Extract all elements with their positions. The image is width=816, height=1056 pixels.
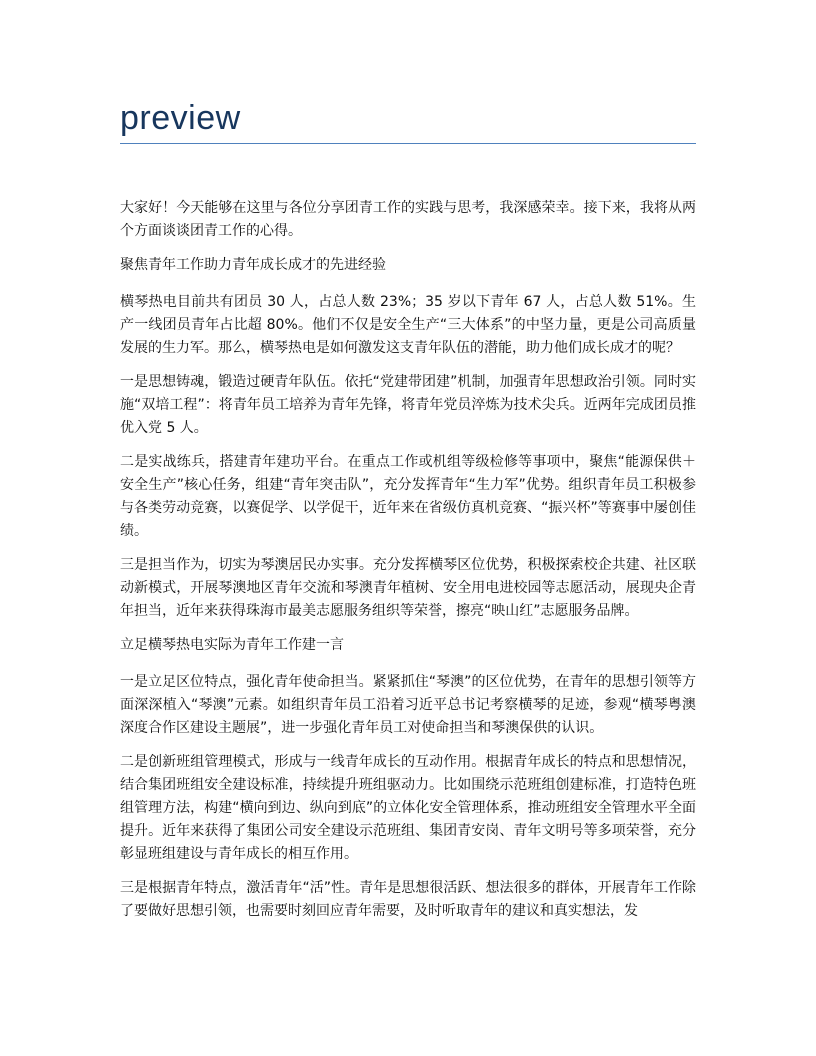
body-paragraph: 一是立足区位特点，强化青年使命担当。紧紧抓住“琴澳”的区位优势，在青年的思想引领等方面深深植入“琴澳”元素。如组织青年员工沿着习近平总书记考察横琴的足迹，参观“横琴粤澳深度合作区建设主题展”，进一步强化青年员工对使命担当和琴澳保供的认识。 <box>120 674 696 736</box>
document-title: preview <box>120 99 241 137</box>
title-divider <box>120 143 696 144</box>
body-paragraph: 二是实战练兵，搭建青年建功平台。在重点工作或机组等级检修等事项中，聚焦“能源保供＋安全生产”核心任务，组建“青年突击队”，充分发挥青年“生力军”优势。组织青年员工积极参与各类劳动竞赛，以赛促学、以学促干，近年来在省级仿真机竞赛、“振兴杯”等赛事中屡创佳绩。 <box>120 454 696 539</box>
body-paragraph: 三是担当作为，切实为琴澳居民办实事。充分发挥横琴区位优势，积极探索校企共建、社区联动新模式，开展琴澳地区青年交流和琴澳青年植树、安全用电进校园等志愿活动，展现央企青年担当，近年来获得珠海市最美志愿服务组织等荣誉，擦亮“映山红”志愿服务品牌。 <box>120 557 696 619</box>
intro-paragraph: 大家好！今天能够在这里与各位分享团青工作的实践与思考，我深感荣幸。接下来，我将从两个方面谈谈团青工作的心得。 <box>120 200 696 239</box>
document-body <box>120 197 696 934</box>
body-paragraph: 三是根据青年特点，激活青年“活”性。青年是思想很活跃、想法很多的群体，开展青年工作除了要做好思想引领，也需要时刻回应青年需要，及时听取青年的建议和真实想法，发 <box>120 880 696 919</box>
section-heading-2: 立足横琴热电实际为青年工作建一言 <box>120 637 344 653</box>
body-paragraph: 横琴热电目前共有团员 30 人，占总人数 23%；35 岁以下青年 67 人，占总人数 51%。生产一线团员青年占比超 80%。他们不仅是安全生产“三大体系”的中坚力量，更是公司高质量发展的生力军。那么，横琴热电是如何激发这支青年队伍的潜能，助力他们成长成才的呢？ <box>120 294 696 356</box>
body-paragraph: 二是创新班组管理模式，形成与一线青年成长的互动作用。根据青年成长的特点和思想情况，结合集团班组安全建设标准，持续提升班组驱动力。比如围绕示范班组创建标准，打造特色班组管理方法，构建“横向到边、纵向到底”的立体化安全管理体系，推动班组安全管理水平全面提升。近年来获得了集团公司安全建设示范班组、集团青安岗、青年文明号等多项荣誉，充分彰显班组建设与青年成长的相互作用。 <box>120 754 696 862</box>
body-paragraph: 一是思想铸魂，锻造过硬青年队伍。依托“党建带团建”机制，加强青年思想政治引领。同时实施“双培工程”：将青年员工培养为青年先锋，将青年党员淬炼为技术尖兵。近两年完成团员推优入党 5 人。 <box>120 374 696 436</box>
section-heading-1: 聚焦青年工作助力青年成长成才的先进经验 <box>120 257 386 273</box>
